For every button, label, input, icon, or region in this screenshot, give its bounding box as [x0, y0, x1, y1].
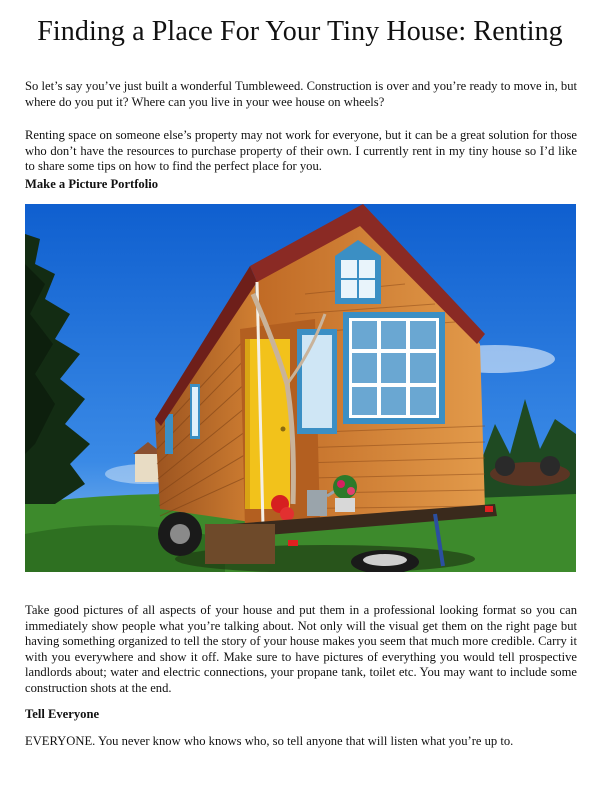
watering-can	[307, 490, 327, 516]
section-heading-tell-everyone: Tell Everyone	[25, 707, 100, 721]
section-heading-portfolio: Make a Picture Portfolio	[25, 177, 159, 191]
intro-paragraph-1: So let’s say you’ve just built a wonderful Tumbleweed. Construction is over and you’re ready to move in, but where do you put it? Where can you live in your wee house on wheels?	[25, 79, 577, 109]
section-body-tell-everyone: EVERYONE. You never know who knows who, so tell anyone that will listen what you’re up to.	[25, 734, 514, 748]
section-body-portfolio: Take good pictures of all aspects of your house and put them in a professional looking format so you can immediately show people what you’re talking about. Not only will the visual get them on the right page but having something organized to tell the story of your house makes you seem that much more credible. Carry it with you everywhere and show it off. Make sure to have pictures of everything you would tell prospective landlords about; water and electric connections, your propane tank, toilet etc. You may want to include some construction shots at the end.	[25, 603, 577, 695]
page-title: Finding a Place For Your Tiny House: Renting	[37, 16, 563, 47]
intro-paragraph-2: Renting space on someone else’s property may not work for everyone, but it can be a great solution for those who don’t have the resources to purchase property of their own. I currently rent in my tiny house so I’d like to share some tips on how to find the perfect place for you.	[25, 128, 577, 173]
tiny-house-photo	[25, 204, 576, 572]
